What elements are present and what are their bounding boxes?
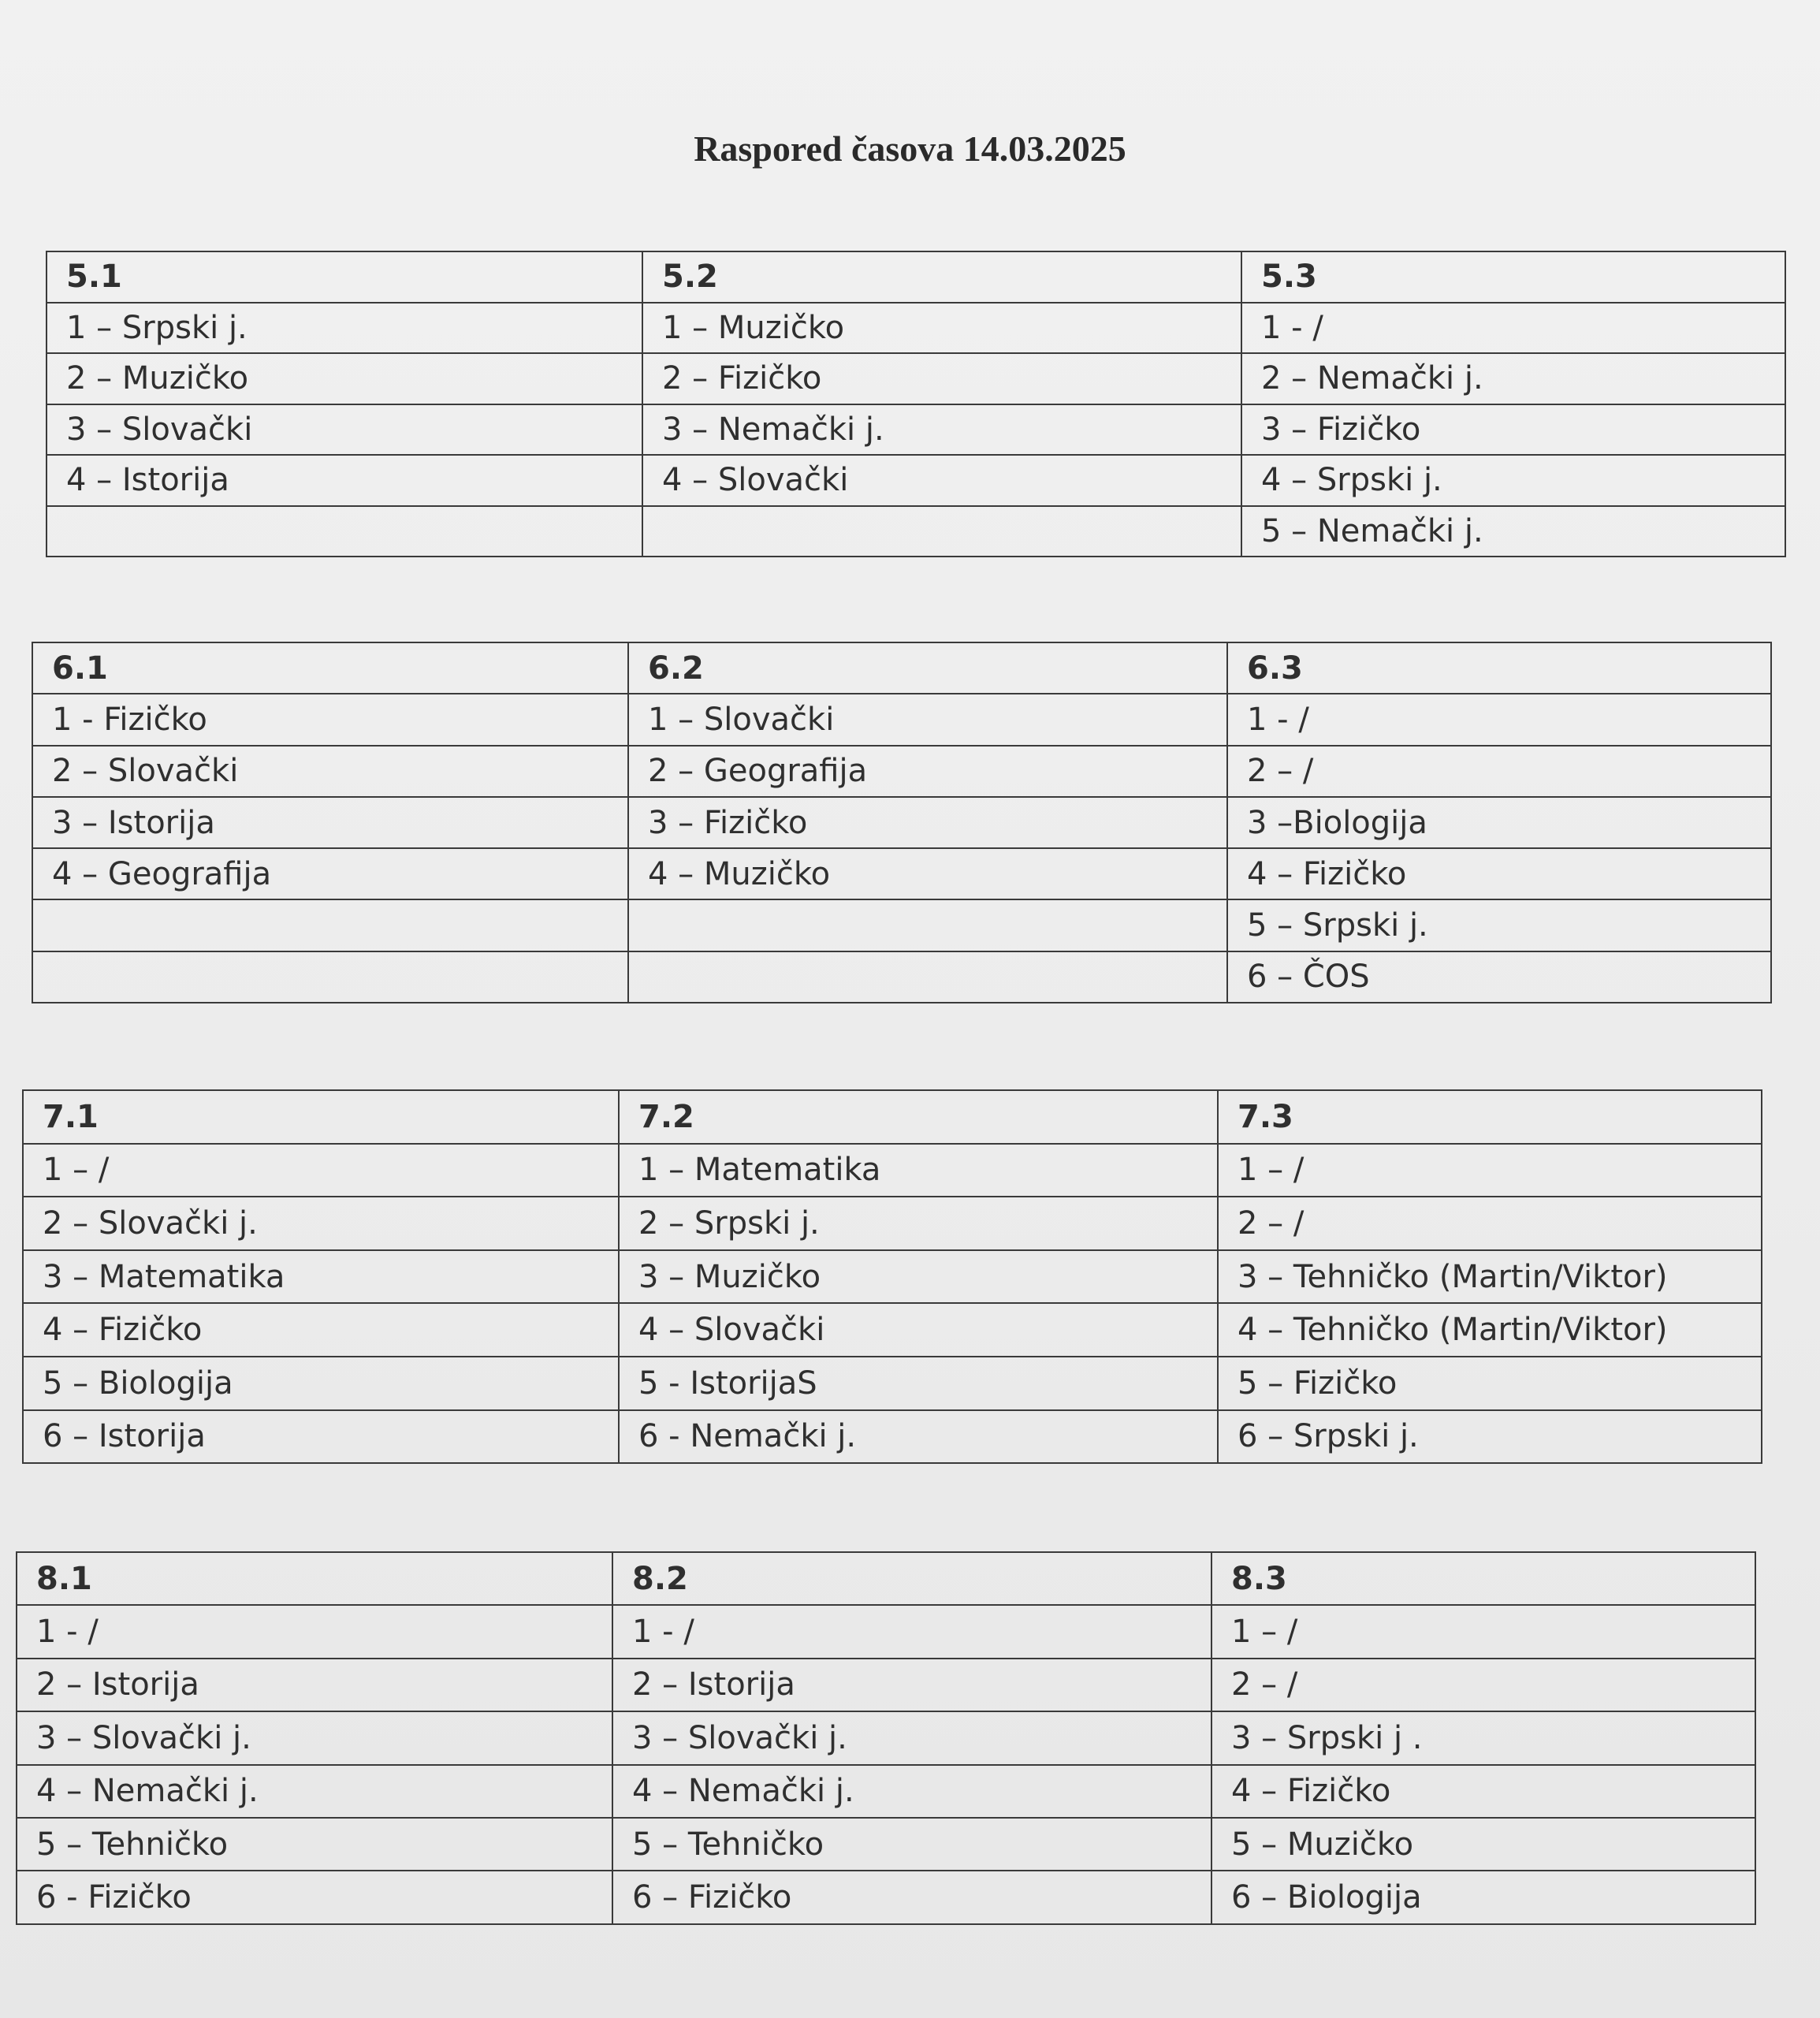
- lesson-cell: 3 – Fizičko: [1241, 404, 1785, 456]
- table-row: [17, 1871, 1755, 1923]
- lesson-cell: 1 – Srpski j.: [47, 303, 642, 354]
- lesson-cell: 1 – Muzičko: [642, 303, 1241, 354]
- lesson-cell: 2 – Srpski j.: [619, 1197, 1218, 1250]
- lesson-cell: 4 – Nemački j.: [17, 1765, 612, 1818]
- lesson-cell: 3 – Muzičko: [619, 1250, 1218, 1304]
- table-row: [17, 1659, 1755, 1711]
- lesson-cell: 1 - /: [1227, 694, 1771, 745]
- class-header: 6.1: [32, 642, 628, 694]
- lesson-cell: 5 – Fizičko: [1218, 1357, 1762, 1410]
- lesson-cell: 5 – Srpski j.: [1227, 899, 1771, 951]
- table-row: [47, 404, 1785, 456]
- schedule-table-7: [22, 1089, 1762, 1464]
- class-header: 6.2: [628, 642, 1227, 694]
- lesson-cell: 2 – /: [1211, 1659, 1755, 1711]
- table-row: [23, 1357, 1762, 1410]
- lesson-cell: [628, 899, 1227, 951]
- schedule-table-6: [32, 642, 1772, 1003]
- class-header: 6.3: [1227, 642, 1771, 694]
- lesson-cell: 3 – Istorija: [32, 797, 628, 848]
- lesson-cell: 4 – Srpski j.: [1241, 455, 1785, 506]
- table-row: [23, 1410, 1762, 1464]
- lesson-cell: 5 – Biologija: [23, 1357, 619, 1410]
- lesson-cell: [47, 506, 642, 557]
- lesson-cell: 3 – Fizičko: [628, 797, 1227, 848]
- lesson-cell: 3 – Slovački j.: [17, 1711, 612, 1764]
- table-row: [23, 1250, 1762, 1304]
- table-row: [47, 303, 1785, 354]
- lesson-cell: 6 – Istorija: [23, 1410, 619, 1464]
- lesson-cell: 2 – Muzičko: [47, 353, 642, 404]
- lesson-cell: 3 – Matematika: [23, 1250, 619, 1304]
- lesson-cell: 1 - /: [612, 1605, 1211, 1658]
- lesson-cell: 5 – Muzičko: [1211, 1818, 1755, 1871]
- lesson-cell: 6 – Biologija: [1211, 1871, 1755, 1923]
- table-row: [32, 797, 1771, 848]
- lesson-cell: 1 – Slovački: [628, 694, 1227, 745]
- table-row: [32, 746, 1771, 797]
- lesson-cell: 2 – /: [1218, 1197, 1762, 1250]
- table-header-row: [32, 642, 1771, 694]
- lesson-cell: 6 – Srpski j.: [1218, 1410, 1762, 1464]
- table-row: [32, 694, 1771, 745]
- class-header: 8.2: [612, 1552, 1211, 1605]
- class-header: 8.3: [1211, 1552, 1755, 1605]
- lesson-cell: 5 - IstorijaS: [619, 1357, 1218, 1410]
- table-header-row: [47, 251, 1785, 303]
- table-row: [17, 1711, 1755, 1764]
- class-header: 5.1: [47, 251, 642, 303]
- lesson-cell: [642, 506, 1241, 557]
- lesson-cell: [32, 899, 628, 951]
- lesson-cell: 6 – ČOS: [1227, 951, 1771, 1003]
- lesson-cell: 1 - /: [1241, 303, 1785, 354]
- table-header-row: [17, 1552, 1755, 1605]
- table-row: [47, 353, 1785, 404]
- table-row: [23, 1144, 1762, 1197]
- lesson-cell: 4 – Geografija: [32, 848, 628, 899]
- table-row: [23, 1303, 1762, 1357]
- lesson-cell: [32, 951, 628, 1003]
- table-row: [23, 1197, 1762, 1250]
- class-header: 7.2: [619, 1090, 1218, 1144]
- lesson-cell: 4 – Tehničko (Martin/Viktor): [1218, 1303, 1762, 1357]
- lesson-cell: 5 – Tehničko: [17, 1818, 612, 1871]
- lesson-cell: 5 – Nemački j.: [1241, 506, 1785, 557]
- lesson-cell: 4 – Istorija: [47, 455, 642, 506]
- lesson-cell: 2 – Fizičko: [642, 353, 1241, 404]
- schedule-table-8: [16, 1551, 1756, 1925]
- class-header: 7.3: [1218, 1090, 1762, 1144]
- lesson-cell: 4 – Fizičko: [1211, 1765, 1755, 1818]
- table-row: [32, 951, 1771, 1003]
- class-header: 5.2: [642, 251, 1241, 303]
- lesson-cell: 4 – Fizičko: [1227, 848, 1771, 899]
- lesson-cell: 2 – Slovački: [32, 746, 628, 797]
- lesson-cell: 2 – Istorija: [17, 1659, 612, 1711]
- table-row: [32, 848, 1771, 899]
- table-row: [47, 506, 1785, 557]
- lesson-cell: 4 – Slovački: [619, 1303, 1218, 1357]
- lesson-cell: 6 - Nemački j.: [619, 1410, 1218, 1464]
- lesson-cell: 2 – Slovački j.: [23, 1197, 619, 1250]
- class-header: 8.1: [17, 1552, 612, 1605]
- lesson-cell: 1 – Matematika: [619, 1144, 1218, 1197]
- lesson-cell: 3 – Slovački: [47, 404, 642, 456]
- table-row: [17, 1765, 1755, 1818]
- page-title: Raspored časova 14.03.2025: [694, 128, 1126, 169]
- class-header: 7.1: [23, 1090, 619, 1144]
- lesson-cell: 1 – /: [1218, 1144, 1762, 1197]
- class-header: 5.3: [1241, 251, 1785, 303]
- lesson-cell: 1 – /: [23, 1144, 619, 1197]
- lesson-cell: 2 – Istorija: [612, 1659, 1211, 1711]
- lesson-cell: 3 – Srpski j .: [1211, 1711, 1755, 1764]
- lesson-cell: [628, 951, 1227, 1003]
- lesson-cell: 1 - Fizičko: [32, 694, 628, 745]
- table-row: [32, 899, 1771, 951]
- lesson-cell: 2 – Nemački j.: [1241, 353, 1785, 404]
- lesson-cell: 1 – /: [1211, 1605, 1755, 1658]
- lesson-cell: 6 – Fizičko: [612, 1871, 1211, 1923]
- table-row: [17, 1605, 1755, 1658]
- lesson-cell: 2 – Geografija: [628, 746, 1227, 797]
- lesson-cell: 3 – Tehničko (Martin/Viktor): [1218, 1250, 1762, 1304]
- lesson-cell: 6 - Fizičko: [17, 1871, 612, 1923]
- lesson-cell: 4 – Slovački: [642, 455, 1241, 506]
- lesson-cell: 3 – Slovački j.: [612, 1711, 1211, 1764]
- lesson-cell: 4 – Nemački j.: [612, 1765, 1211, 1818]
- lesson-cell: 3 –Biologija: [1227, 797, 1771, 848]
- table-header-row: [23, 1090, 1762, 1144]
- table-row: [17, 1818, 1755, 1871]
- table-row: [47, 455, 1785, 506]
- lesson-cell: 5 – Tehničko: [612, 1818, 1211, 1871]
- lesson-cell: 1 - /: [17, 1605, 612, 1658]
- lesson-cell: 3 – Nemački j.: [642, 404, 1241, 456]
- lesson-cell: 4 – Muzičko: [628, 848, 1227, 899]
- schedule-table-5: [46, 251, 1786, 557]
- lesson-cell: 2 – /: [1227, 746, 1771, 797]
- lesson-cell: 4 – Fizičko: [23, 1303, 619, 1357]
